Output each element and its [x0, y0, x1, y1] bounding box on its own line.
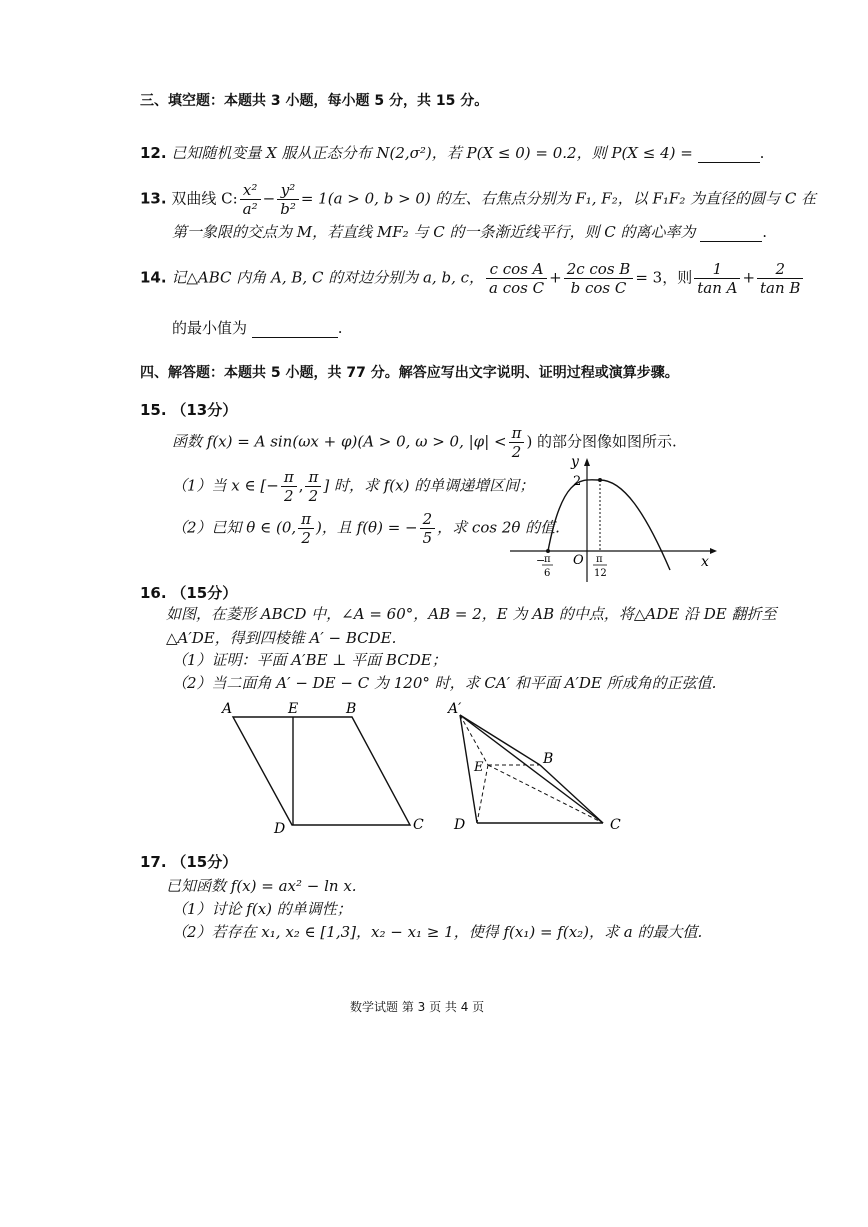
- section-4-heading: 四、解答题：本题共 5 小题，共 77 分。解答应写出文字说明、证明过程或演算步骤。: [140, 365, 679, 381]
- question-14-line2-text: 的最小值为: [172, 319, 248, 337]
- question-13-number: 13.: [140, 189, 167, 208]
- edge-b-c: [540, 765, 603, 823]
- graph-pos-tick-num: π: [596, 554, 603, 565]
- graph-y-label: y: [571, 454, 579, 470]
- question-16-part-1: [172, 650, 447, 670]
- question-14-frac-3: $\frac{1}{\text{tan A}}$: [694, 260, 740, 297]
- question-12-answer-blank: [698, 146, 760, 163]
- question-14-plus-2: +: [742, 268, 756, 287]
- question-14-line2: 的最小值为 .: [172, 319, 343, 337]
- question-15-part-1-frac-1: $\frac{\pi}{2}$: [281, 468, 297, 505]
- label-e-pyramid: E: [474, 760, 484, 775]
- question-17-number: 17.: [140, 853, 167, 871]
- question-15-part-2-frac-1: $\frac{\pi}{2}$: [298, 510, 314, 547]
- question-15-graph: [505, 452, 720, 584]
- label-d: D: [274, 821, 286, 837]
- question-13-answer-blank: [700, 225, 762, 242]
- question-17-part-1-text: （1）讨论 f(x) 的单调性；: [172, 900, 352, 918]
- question-16-part-1-text: （1）证明：平面 A′BE ⊥ 平面 BCDE；: [172, 651, 447, 669]
- question-15-stem-post: ) 的部分图像如图所示.: [526, 432, 677, 451]
- question-16-part-2: [172, 673, 716, 693]
- question-17-part-1: [172, 899, 352, 919]
- question-15-part-2-post: ，求 cos 2θ 的值.: [437, 518, 560, 537]
- question-16-line2: [166, 628, 396, 648]
- page-footer: 数学试题 第 3 页 共 4 页: [350, 1000, 485, 1014]
- edge-e-c: [488, 765, 603, 823]
- question-16-line1-text: 如图，在菱形 ABCD 中，∠A = 60°，AB = 2，E 为 AB 的中点，将△ADE 沿 DE 翻折至: [166, 605, 777, 623]
- question-12-number: 12.: [140, 144, 167, 162]
- question-13-minus: −: [262, 189, 276, 208]
- question-14: [140, 260, 805, 297]
- question-15-part-2: [172, 510, 560, 547]
- section-3-heading: 三、填空题：本题共 3 小题，每小题 5 分，共 15 分。: [140, 93, 489, 109]
- question-16-header: [140, 583, 237, 603]
- graph-y-arrow-icon: [584, 458, 590, 466]
- question-16-part-2-text: （2）当二面角 A′ − DE − C 为 120° 时，求 CA′ 和平面 A′DE 所成角的正弦值.: [172, 674, 717, 692]
- question-13-pre: 双曲线 C:: [171, 189, 238, 208]
- label-e: E: [288, 701, 299, 717]
- question-15-part-1: [172, 468, 534, 505]
- graph-x-arrow-icon: [710, 548, 717, 554]
- question-17-line1: [166, 876, 357, 896]
- question-15-score: （13分）: [171, 401, 238, 419]
- graph-max-label: 2: [573, 474, 582, 489]
- question-15-part-2-mid: )，且 f(θ) = −: [316, 518, 418, 537]
- question-13: [140, 181, 816, 218]
- graph-zero-point: [546, 549, 550, 553]
- question-15-part-1-frac-2: $\frac{\pi}{2}$: [305, 468, 321, 505]
- question-15-stem-pre: 函数 f(x) = A sin(ωx + φ)(A > 0, ω > 0, |φ| <: [172, 432, 507, 451]
- question-13-post: = 1(a > 0, b > 0) 的左、右焦点分别为 F₁, F₂，以 F₁F₂ 为直径的圆与 C 在: [300, 189, 817, 208]
- graph-pos-tick-den: 12: [594, 568, 607, 579]
- question-13-line2: 第一象限的交点为 M，若直线 MF₂ 与 C 的一条渐近线平行，则 C 的离心率为 .: [172, 223, 768, 241]
- question-14-answer-blank: [252, 321, 338, 338]
- label-a: A: [222, 701, 233, 717]
- question-14-mid: = 3，则: [635, 268, 693, 287]
- question-15-part-2-frac-2: $\frac{2}{5}$: [420, 510, 436, 547]
- question-14-frac-4: $\frac{2}{\text{tan B}}$: [757, 260, 803, 297]
- question-16-score: （15分）: [171, 584, 238, 602]
- question-16-number: 16.: [140, 584, 167, 602]
- graph-sine-curve: [548, 480, 670, 570]
- question-14-plus-1: +: [549, 268, 562, 287]
- question-15-part-1-comma: ,: [298, 476, 304, 495]
- question-16-line1: [166, 604, 777, 624]
- graph-neg-sign: −: [536, 554, 546, 567]
- question-13-frac-y: $\frac{\text{y²}}{\text{b²}}$: [277, 181, 299, 218]
- question-15-part-1-post: ] 时，求 f(x) 的单调递增区间；: [323, 476, 535, 495]
- label-d-pyramid: D: [454, 817, 466, 833]
- label-c-pyramid: C: [610, 817, 621, 833]
- graph-neg-tick-den: 6: [544, 568, 551, 579]
- question-13-line2-text: 第一象限的交点为 M，若直线 MF₂ 与 C 的一条渐近线平行，则 C 的离心率为: [172, 223, 696, 241]
- question-17-header: [140, 852, 237, 872]
- question-17-part-2-text: （2）若存在 x₁, x₂ ∈ [1,3]，x₂ − x₁ ≥ 1，使得 f(x₁) = f(x₂)，求 a 的最大值.: [172, 923, 703, 941]
- question-14-number: 14.: [140, 268, 167, 287]
- edge-a2-b: [460, 715, 540, 765]
- question-15-part-2-pre: （2）已知 θ ∈ (0,: [172, 518, 297, 537]
- question-15-header: [140, 400, 237, 420]
- graph-origin-label: O: [573, 553, 584, 568]
- graph-neg-tick-num: π: [544, 554, 551, 565]
- question-12: 12. 已知随机变量 X 服从正态分布 N(2,σ²)，若 P(X ≤ 0) = 0.2，则 P(X ≤ 4) = .: [140, 144, 765, 162]
- question-16-line2-text: △A′DE，得到四棱锥 A′ − BCDE.: [166, 629, 397, 647]
- label-a-prime: A′: [448, 701, 462, 717]
- question-13-frac-x: $\frac{\text{x²}}{\text{a²}}$: [240, 181, 261, 218]
- graph-x-label: x: [701, 554, 709, 570]
- question-15-number: 15.: [140, 401, 167, 419]
- question-12-text: 已知随机变量 X 服从正态分布 N(2,σ²)，若 P(X ≤ 0) = 0.2，则 P(X ≤ 4) =: [171, 144, 693, 162]
- question-17-line1-text: 已知函数 f(x) = ax² − ln x.: [166, 877, 357, 895]
- question-14-frac-2: $\frac{\text{2c cos B}}{\text{b cos C}}$: [564, 260, 634, 297]
- question-15-part-1-pre: （1）当 x ∈ [−: [172, 476, 279, 495]
- question-17-score: （15分）: [171, 853, 238, 871]
- question-14-pre: 记△ABC 内角 A, B, C 的对边分别为 a, b, c，: [171, 268, 485, 287]
- label-c: C: [413, 817, 424, 833]
- label-b-pyramid: B: [543, 751, 554, 767]
- graph-max-point: [598, 478, 602, 482]
- question-14-frac-1: $\frac{\text{c cos A}}{\text{a cos C}}$: [486, 260, 547, 297]
- question-16-figures: [210, 695, 640, 840]
- label-b: B: [346, 701, 357, 717]
- question-15-stem-frac: $\frac{\pi}{2}$: [509, 424, 525, 461]
- question-17-part-2: [172, 922, 702, 942]
- rhombus-abcd: [233, 717, 410, 825]
